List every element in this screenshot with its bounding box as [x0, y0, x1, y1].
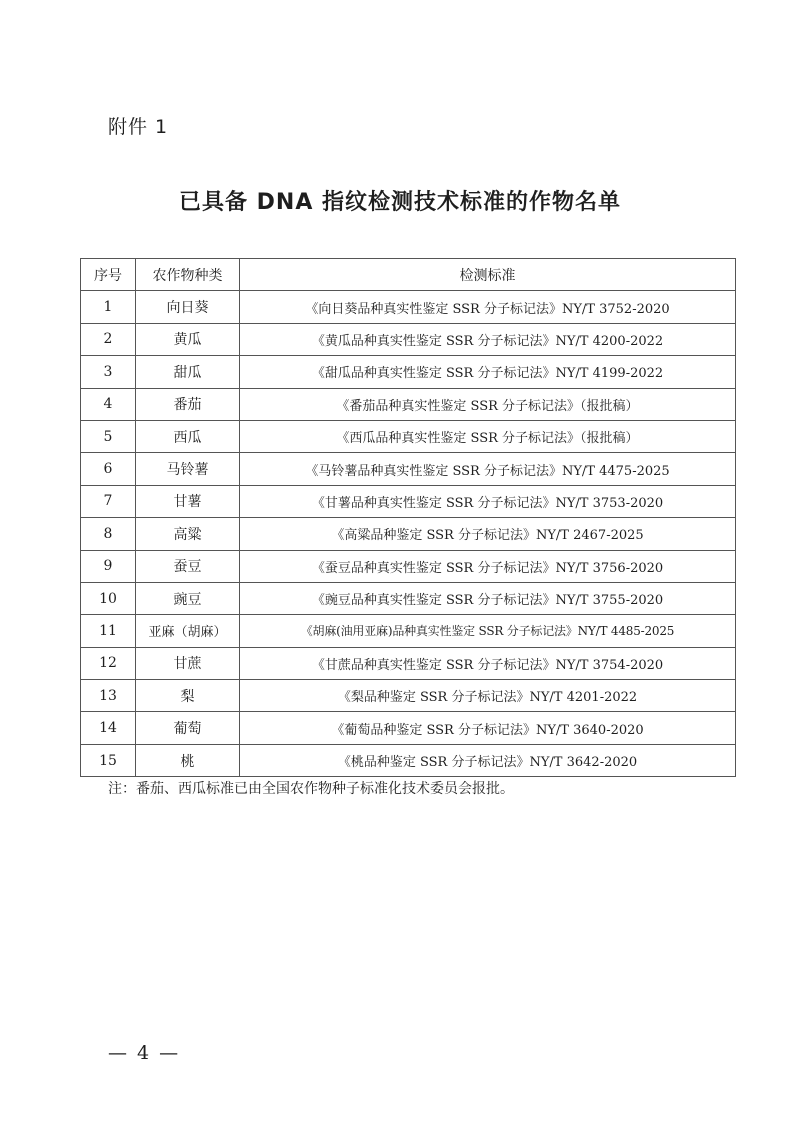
table-row [81, 615, 736, 647]
row-standard: 《蚕豆品种真实性鉴定 SSR 分子标记法》NY/T 3756-2020 [240, 550, 736, 582]
row-no: 1 [81, 291, 136, 323]
row-standard: 《甘蔗品种真实性鉴定 SSR 分子标记法》NY/T 3754-2020 [240, 647, 736, 679]
table-row [81, 356, 736, 388]
row-crop: 向日葵 [136, 291, 240, 323]
row-crop: 桃 [136, 744, 240, 776]
table-row [81, 518, 736, 550]
row-crop: 马铃薯 [136, 453, 240, 485]
table-row [81, 323, 736, 355]
row-no: 5 [81, 420, 136, 452]
row-standard: 《番茄品种真实性鉴定 SSR 分子标记法》（报批稿） [240, 388, 736, 420]
standards-table [80, 258, 736, 777]
row-standard: 《豌豆品种真实性鉴定 SSR 分子标记法》NY/T 3755-2020 [240, 582, 736, 614]
table-row [81, 680, 736, 712]
row-standard: 《高粱品种鉴定 SSR 分子标记法》NY/T 2467-2025 [240, 518, 736, 550]
row-no: 3 [81, 356, 136, 388]
table-header-row [81, 259, 736, 291]
row-standard: 《桃品种鉴定 SSR 分子标记法》NY/T 3642-2020 [240, 744, 736, 776]
row-no: 14 [81, 712, 136, 744]
table-row [81, 550, 736, 582]
row-crop: 亚麻（胡麻） [136, 615, 240, 647]
row-standard: 《甜瓜品种真实性鉴定 SSR 分子标记法》NY/T 4199-2022 [240, 356, 736, 388]
row-no: 12 [81, 647, 136, 679]
row-crop: 甘蔗 [136, 647, 240, 679]
row-standard: 《胡麻(油用亚麻)品种真实性鉴定 SSR 分子标记法》NY/T 4485-2025 [240, 615, 736, 647]
row-crop: 甘薯 [136, 485, 240, 517]
row-standard: 《梨品种鉴定 SSR 分子标记法》NY/T 4201-2022 [240, 680, 736, 712]
row-standard: 《葡萄品种鉴定 SSR 分子标记法》NY/T 3640-2020 [240, 712, 736, 744]
row-standard: 《向日葵品种真实性鉴定 SSR 分子标记法》NY/T 3752-2020 [240, 291, 736, 323]
row-no: 10 [81, 582, 136, 614]
table-row [81, 712, 736, 744]
row-no: 7 [81, 485, 136, 517]
page-number: — 4 — [108, 1042, 181, 1064]
row-crop: 蚕豆 [136, 550, 240, 582]
attachment-label: 附件 1 [108, 116, 169, 138]
row-no: 6 [81, 453, 136, 485]
document-title: 已具备 DNA 指纹检测技术标准的作物名单 [178, 190, 622, 215]
row-no: 11 [81, 615, 136, 647]
row-crop: 甜瓜 [136, 356, 240, 388]
header-no: 序号 [81, 259, 136, 291]
row-no: 2 [81, 323, 136, 355]
row-crop: 番茄 [136, 388, 240, 420]
row-standard: 《甘薯品种真实性鉴定 SSR 分子标记法》NY/T 3753-2020 [240, 485, 736, 517]
row-standard: 《黄瓜品种真实性鉴定 SSR 分子标记法》NY/T 4200-2022 [240, 323, 736, 355]
table-row [81, 582, 736, 614]
table-row [81, 453, 736, 485]
row-no: 4 [81, 388, 136, 420]
table-note: 注：番茄、西瓜标准已由全国农作物种子标准化技术委员会报批。 [108, 781, 514, 797]
row-crop: 西瓜 [136, 420, 240, 452]
row-crop: 黄瓜 [136, 323, 240, 355]
table-row [81, 485, 736, 517]
header-crop: 农作物种类 [136, 259, 240, 291]
row-crop: 豌豆 [136, 582, 240, 614]
row-no: 13 [81, 680, 136, 712]
table-row [81, 388, 736, 420]
row-crop: 梨 [136, 680, 240, 712]
row-no: 15 [81, 744, 136, 776]
row-standard: 《马铃薯品种真实性鉴定 SSR 分子标记法》NY/T 4475-2025 [240, 453, 736, 485]
table-row [81, 291, 736, 323]
table-row [81, 744, 736, 776]
table-row [81, 647, 736, 679]
table-row [81, 420, 736, 452]
row-crop: 葡萄 [136, 712, 240, 744]
row-no: 8 [81, 518, 136, 550]
row-no: 9 [81, 550, 136, 582]
row-standard: 《西瓜品种真实性鉴定 SSR 分子标记法》（报批稿） [240, 420, 736, 452]
row-crop: 高粱 [136, 518, 240, 550]
header-standard: 检测标准 [240, 259, 736, 291]
